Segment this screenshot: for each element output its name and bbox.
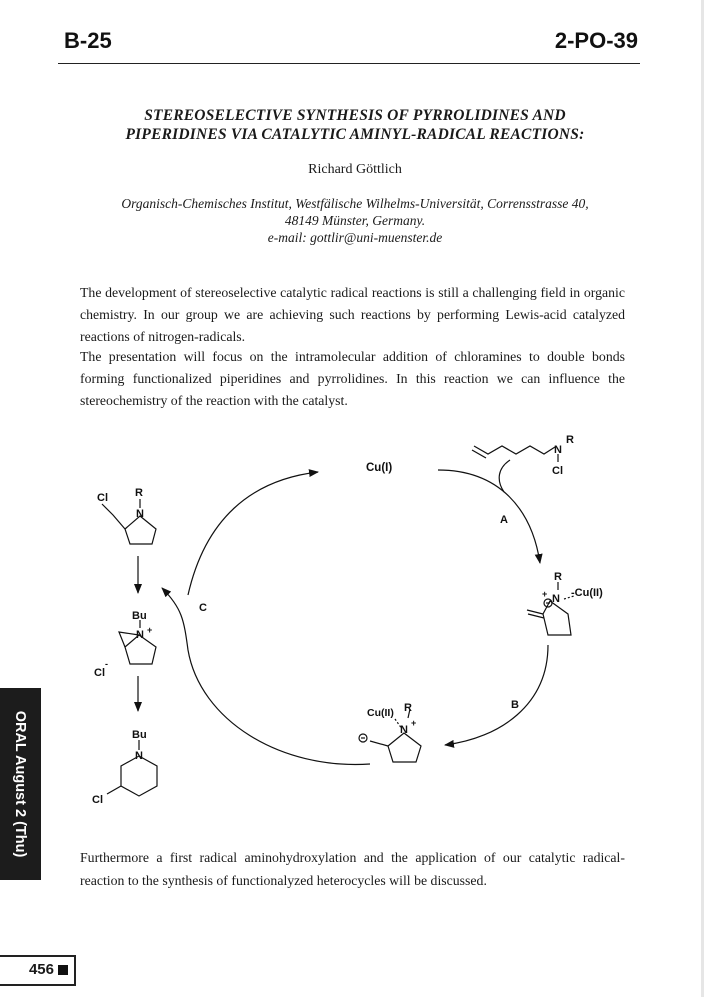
aziridinium-counterion-cl: Cl — [94, 667, 105, 679]
body-paragraph-1: The development of stereoselective catalytic radical reactions is still a challenging field in organic chemistry. In our group we are achieving such reactions by performing Lewis-acid catalyzed reactions of nitrogen-radicals. — [80, 285, 625, 344]
session-side-label: ORAL August 2 (Thu) — [12, 710, 28, 858]
product-ring — [125, 516, 156, 544]
piperidine-bu-label: Bu — [132, 729, 147, 741]
abstract-code-right: 2-PO-39 — [554, 28, 638, 53]
substrate-n-label: N — [554, 444, 562, 456]
intermediate-1-plus: + — [542, 589, 548, 599]
title-line-1: STEREOSELECTIVE SYNTHESIS OF PYRROLIDINES AND — [144, 107, 566, 124]
intermediate-1-cu-label: -Cu(II) — [571, 587, 603, 599]
aziridinium-bu-label: Bu — [132, 610, 147, 622]
intermediate-2-n-label: N — [400, 724, 408, 736]
intermediate-1-ring — [543, 601, 571, 635]
session-side-tab — [0, 688, 41, 880]
reaction-scheme — [70, 420, 630, 820]
affiliation-line-2: 48149 Münster, Germany. — [284, 213, 426, 228]
body-paragraph-3: Furthermore a first radical aminohydroxylation and the application of our catalytic radical-reaction to the synthesis of functionalyzed heterocycles will be discussed. — [80, 850, 625, 888]
intermediate-2-plus: + — [411, 718, 417, 728]
cycle-arc-top-left — [188, 472, 318, 595]
body-paragraph-2: The presentation will focus on the intramolecular addition of chloramines to double bonds forming functionalized piperidines and pyrrolidines. In this reaction we can influence the stereochemistry of the reaction with the catalyst. — [80, 349, 625, 408]
cycle-arc-right-b — [445, 645, 548, 745]
page-marker-square — [58, 965, 68, 975]
cycle-arc-left-c — [162, 588, 370, 764]
substrate-cl-label: Cl — [552, 465, 563, 477]
affiliation-email: e-mail: gottlir@uni-muenster.de — [267, 230, 443, 245]
step-b-label: B — [511, 699, 519, 711]
intermediate-1-n-label: N — [552, 593, 560, 605]
step-a-label: A — [500, 514, 508, 526]
piperidine-n-label: N — [135, 750, 143, 762]
abstract-code-left: B-25 — [64, 28, 112, 53]
intermediate-2-r-label: R — [404, 702, 412, 714]
substrate-chain — [474, 446, 555, 454]
aziridinium-plus: + — [147, 625, 153, 635]
intermediate-2-cu-label: Cu(II) — [367, 707, 394, 719]
piperidine-cl-label: Cl — [92, 794, 103, 806]
step-c-label: C — [199, 602, 207, 614]
piperidine-ring — [121, 756, 157, 796]
intermediate-2-ring — [388, 733, 421, 762]
intermediate-1-r-label: R — [554, 571, 562, 583]
page-number-box — [0, 955, 76, 986]
substrate-r-label: R — [566, 434, 574, 446]
title-line-2: PIPERIDINES VIA CATALYTIC AMINYL-RADICAL REACTIONS: — [125, 126, 585, 143]
product-r-label: R — [135, 487, 143, 499]
header-rule — [58, 63, 640, 64]
catalyst-label: Cu(I) — [366, 462, 393, 474]
page-number: 456 — [28, 961, 54, 978]
product-cl-label: Cl — [97, 492, 108, 504]
author: Richard Göttlich — [308, 162, 402, 177]
aziridinium-n-label: N — [136, 629, 144, 641]
affiliation-line-1: Organisch-Chemisches Institut, Westfälische Wilhelms-Universität, Corrensstrasse 40, — [121, 196, 589, 211]
substrate-entry-curve — [499, 460, 510, 492]
aziridinium-counterion-minus: - — [105, 659, 108, 669]
cycle-arc-right-a — [438, 470, 540, 563]
product-n-label: N — [136, 508, 144, 520]
